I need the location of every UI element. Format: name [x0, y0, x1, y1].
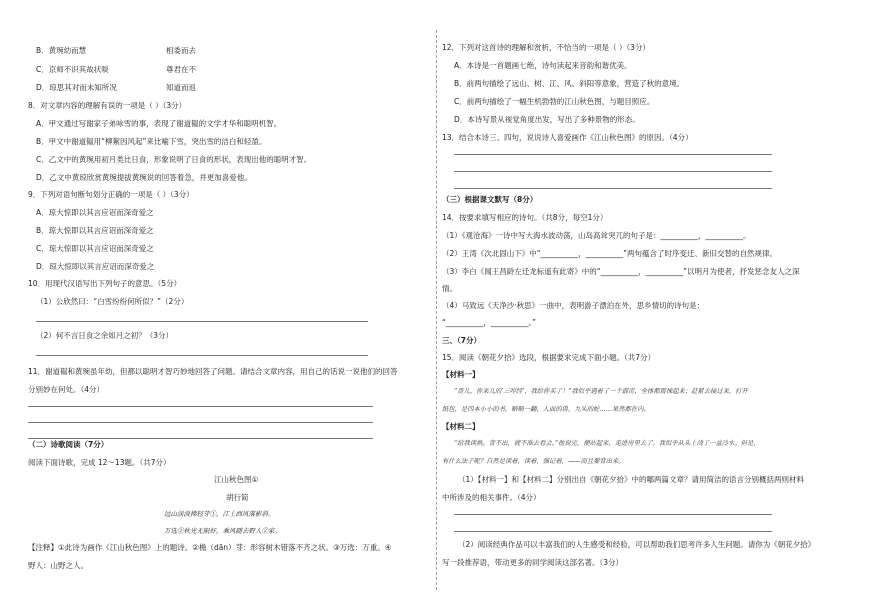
q8-option-c: C．乙文中的黄琬用初月类比日食，形象说明了日食的形状，表现出他的聪明才智。 [36, 155, 312, 164]
poem-author: 胡行简 [226, 493, 249, 502]
poem-note-line1: 【注释】①此诗为画作《江山秋色图》上的题诗。②檐（dān）芽：形容树木错落不齐之状。③万选：万重。④ [28, 543, 392, 552]
q8-option-d: D．乙文中黄琼欣赏黄琬提拔黄琬说的回答着急，并更加喜爱他。 [36, 173, 252, 182]
poem-title: 江山秋色图① [214, 475, 259, 484]
q12-option-c: C．前两句描绘了一幅生机勃勃的江山秋色图，与题目照应。 [454, 97, 655, 106]
material1-line1: “哥儿，你来儿的‘三哼经’，我给你买了！”我似乎遇着了一个霹雳，全体都震悚起来；赶紧去接过来，打开 [454, 388, 748, 395]
q15-stem: 15．阅读《朝花夕拾》选段，根据要求完成下面小题。（共7分） [442, 353, 656, 362]
q8-option-a: A．甲文通过写谢家子弟咏雪的事，表现了谢道韫的文学才华和聪明机智。 [36, 119, 282, 128]
answer-line[interactable] [28, 406, 373, 407]
material2-line2: 有什么法子呢？自然是读着，读着，强记着，——而且要背出来。 [442, 458, 625, 465]
q10-sub1: （1）公欣然曰：“白雪纷纷何所似？”（2分） [36, 297, 189, 306]
column-divider [436, 30, 437, 590]
q14-item-4-blanks[interactable]: “__________，__________。” [442, 318, 537, 327]
q8-stem: 8．对文章内容的理解有误的一项是（ ）（3分） [28, 101, 187, 110]
q14-item-3[interactable]: （3）李白《闻王昌龄左迁龙标遥有此寄》中的“__________，__________”以明月为使者，抒发惩念友人之深 [442, 267, 800, 276]
q14-item-1[interactable]: （1）《观沧海》一诗中写大海水波动荡，山岛高耸突兀的句子是：__________，__________。 [442, 231, 751, 240]
q12-option-a: A．本诗是一首题画七绝，诗句读起来音韵和谐优美。 [454, 61, 632, 70]
q15-1-line2: 中所涉及的相关事件。（4分） [442, 493, 541, 502]
q11-line2: 分别妙在何处。（4分） [28, 385, 105, 394]
q7-option-c-meaning: 尊君在不 [166, 65, 196, 74]
q7-option-d: D．琼思其对而未知所况 [36, 83, 117, 92]
answer-line[interactable] [454, 171, 772, 172]
q12-stem: 12．下列对这首诗的理解和赏析，不恰当的一项是（ ）（3分） [442, 43, 650, 52]
q9-option-c: C．琼大惊即以其言应诏而深奇爱之 [36, 244, 154, 253]
answer-line[interactable] [454, 531, 772, 532]
q9-option-a: A．琼大惊即以其言应诏而深奇爱之 [36, 208, 154, 217]
q9-stem: 9．下列对语句断句划分正确的一项是（ ）（3分） [28, 190, 194, 199]
q7-option-b: B．黄琬幼而慧 [36, 46, 87, 55]
recitation-section-heading: （三）根据课文默写（8分） [442, 195, 538, 204]
q14-item-3-cont: 情。 [442, 284, 457, 293]
poem-line-1: 远山淡淡拂轻芽①，江上西风落影斜。 [164, 510, 275, 518]
q9-option-b: B．琼大惊即以其言应诏而深奇爱之 [36, 226, 154, 235]
answer-line[interactable] [454, 188, 772, 189]
section-three-heading: 三、（7分） [442, 336, 481, 345]
answer-line[interactable] [28, 422, 373, 423]
material1-heading: 【材料一】 [442, 370, 480, 379]
q15-1-line1: （1）【材料一】和【材料二】分别出自《朝花夕拾》中的哪两篇文章？请用简洁的语言分别概括两则材料 [458, 475, 805, 484]
q9-option-d: D．琼大惊即以其言应诏而深奇爱之 [36, 262, 155, 271]
q12-option-d: D．本诗写景从视觉角度出发，写出了多种景物的形态。 [454, 115, 640, 124]
material2-heading: 【材料二】 [442, 422, 480, 431]
poem-note-line2: 野人：山野之人。 [28, 561, 88, 570]
answer-line[interactable] [454, 514, 772, 515]
q15-2-line1: （2）阅读经典作品可以丰富我们的人生感受和经验，可以帮助我们思考许多人生问题。请你为《朝花夕拾》 [458, 540, 816, 549]
q13-stem: 13．结合本诗三、四句，说说诗人喜爱画作《江山秋色图》的原因。（4分） [442, 133, 693, 142]
q14-item-4[interactable]: （4）马致远《天净沙·秋思》一曲中，表明游子漂泊在外，思乡情切的诗句是： [442, 301, 705, 310]
material2-line1: “给我读熟。背不出，就不准去看会。”他说完，便站起来，走进房里去了。我似乎从头上浇了一盆冷水。但是， [454, 440, 760, 447]
answer-line[interactable] [36, 321, 368, 322]
q7-option-d-meaning: 知道而返 [166, 83, 196, 92]
poetry-intro: 阅读下面诗歌，完成 12～13题。（共7分） [28, 458, 171, 467]
answer-line[interactable] [36, 355, 368, 356]
material1-line2: 纸包，是四本小小的书，略略一翻，人面的兽，九头的蛇……果然都在内。 [442, 406, 650, 413]
q7-option-b-meaning: 相委而去 [166, 46, 196, 55]
q8-option-b: B．甲文中谢道韫用“柳絮因风起”来比喻下雪，突出雪的洁白和轻盈。 [36, 137, 267, 146]
q14-item-2[interactable]: （2）王湾《次北固山下》中“__________，__________”两句蕴含了时序变迁、新旧交替的自然规律。 [442, 249, 778, 258]
poetry-section-heading: （二）诗歌阅读（7分） [28, 440, 109, 449]
q7-option-c: C．京师不识其故状啖 [36, 65, 109, 74]
q11-line1: 11．谢道韫和黄琬虽年幼，但都以聪明才智巧妙地回答了问题。请结合文章内容，用自己的话说一说他们的回答 [28, 367, 398, 376]
poem-line-2: 万选②秋光无限好，乘风随去野人②家。 [164, 527, 281, 535]
answer-line[interactable] [454, 154, 772, 155]
q12-option-b: B．前两句描绘了远山、树、江、风、斜阳等意象，营造了秋的意境。 [454, 79, 685, 88]
q14-stem: 14．按要求填写相应的诗句。（共8分，每空1分） [442, 213, 608, 222]
q10-stem: 10．用现代汉语写出下列句子的意思。（5分） [28, 279, 182, 288]
answer-line[interactable] [28, 438, 373, 439]
q15-2-line2: 写一段推荐语，带动更多的同学阅读这部名著。（3分） [442, 558, 624, 567]
q10-sub2: （2）何不言日食之余如月之初？（3分） [36, 331, 174, 340]
